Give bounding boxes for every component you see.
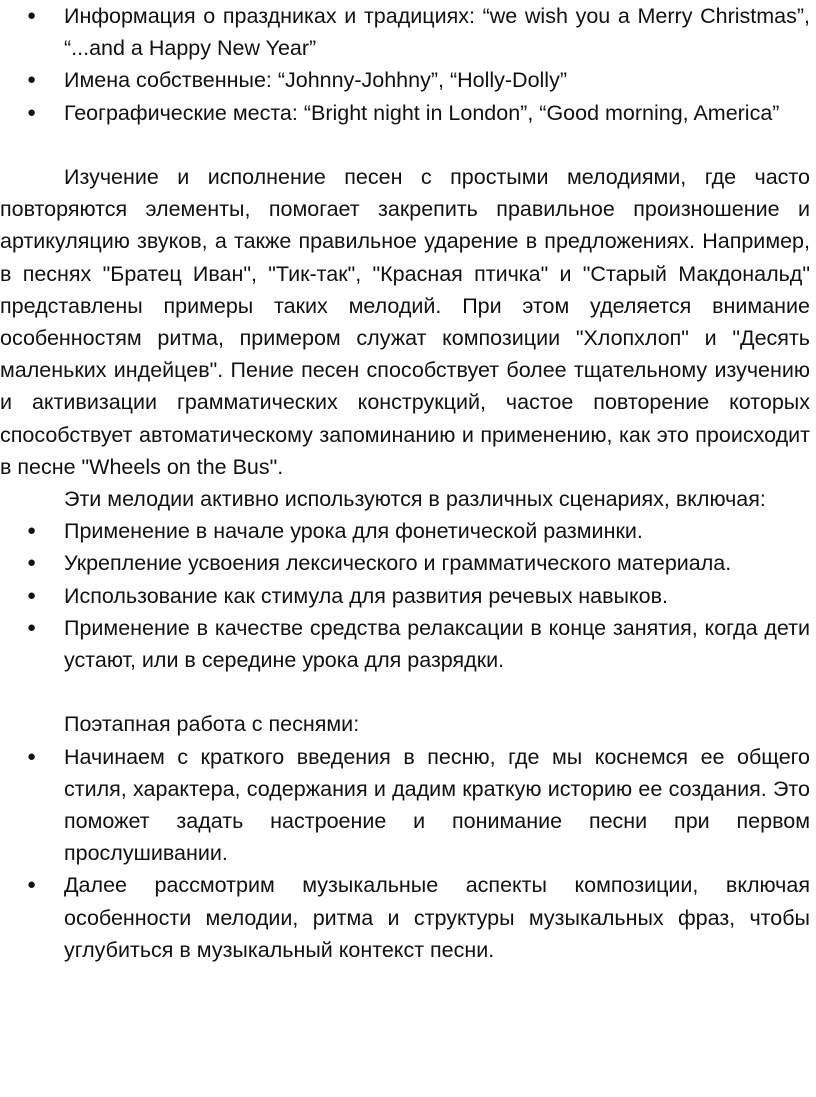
list-item-text: Географические места: “Bright night in London”, “Good morning, America” bbox=[64, 100, 780, 125]
body-paragraph: Изучение и исполнение песен с простыми мелодиями, где часто повторяются элементы, помогает закрепить правильное произношение и артикуляцию звуков, а также правильное ударение в предложениях. Например, в песнях "Братец Иван", "Тик-так", "Красная птичка" и "Старый Макдональд" представлены примеры таких мелодий. При этом уделяется внимание особенностям ритма, примером служат композиции "Хлопхлоп" и "Десять маленьких индейцев". Пение песен способствует более тщательному изучению и активизации грамматических конструкций, частое повторение которых способствует автоматическому запоминанию и применению, как это происходит в песне "Wheels on the Bus". bbox=[0, 165, 810, 479]
list-item-text: Использование как стимула для развития речевых навыков. bbox=[64, 583, 669, 608]
list-item bbox=[0, 547, 810, 579]
steps-list bbox=[0, 741, 810, 966]
list-item bbox=[0, 869, 810, 966]
blank-line bbox=[0, 129, 810, 161]
usage-list bbox=[0, 515, 810, 676]
list-item-text: Имена собственные: “Johnny-Johhny”, “Holly-Dolly” bbox=[64, 68, 567, 93]
bullet-icon: ● bbox=[27, 554, 37, 572]
list-item-text: Начинаем с краткого введения в песню, где мы коснемся ее общего стиля, характера, содержания и дадим краткую историю ее создания. Это поможет задать настроение и понимание песни при первом прослушивании. bbox=[64, 744, 810, 866]
body-paragraph: Эти мелодии активно используются в различных сценариях, включая: bbox=[64, 487, 766, 512]
list-item bbox=[0, 580, 810, 612]
bullet-icon: ● bbox=[27, 876, 37, 894]
bullet-icon: ● bbox=[27, 586, 37, 604]
list-item-text: Информация о праздниках и традициях: “we wish you a Merry Christmas”, “...and a Happy New Year” bbox=[64, 4, 810, 61]
list-item-text: Укрепление усвоения лексического и грамматического материала. bbox=[64, 551, 732, 576]
list-item bbox=[0, 612, 810, 676]
list-item bbox=[0, 64, 810, 96]
section-heading: Поэтапная работа с песнями: bbox=[64, 712, 360, 737]
bullet-icon: ● bbox=[27, 103, 37, 121]
list-item-text: Применение в качестве средства релаксации в конце занятия, когда дети устают, или в середине урока для разрядки. bbox=[64, 615, 810, 673]
examples-list bbox=[0, 0, 810, 129]
bullet-icon: ● bbox=[27, 618, 37, 636]
list-item bbox=[0, 97, 810, 129]
bullet-icon: ● bbox=[27, 747, 37, 765]
list-item bbox=[0, 0, 810, 64]
bullet-icon: ● bbox=[27, 71, 37, 89]
bullet-icon: ● bbox=[27, 522, 37, 540]
list-item-text: Применение в начале урока для фонетической разминки. bbox=[64, 519, 643, 544]
bullet-icon: ● bbox=[27, 7, 37, 24]
list-item bbox=[0, 741, 810, 870]
blank-line bbox=[0, 676, 810, 708]
list-item-text: Далее рассмотрим музыкальные аспекты композиции, включая особенности мелодии, ритма и структуры музыкальных фраз, чтобы углубиться в музыкальный контекст песни. bbox=[64, 873, 810, 962]
list-item bbox=[0, 515, 810, 547]
